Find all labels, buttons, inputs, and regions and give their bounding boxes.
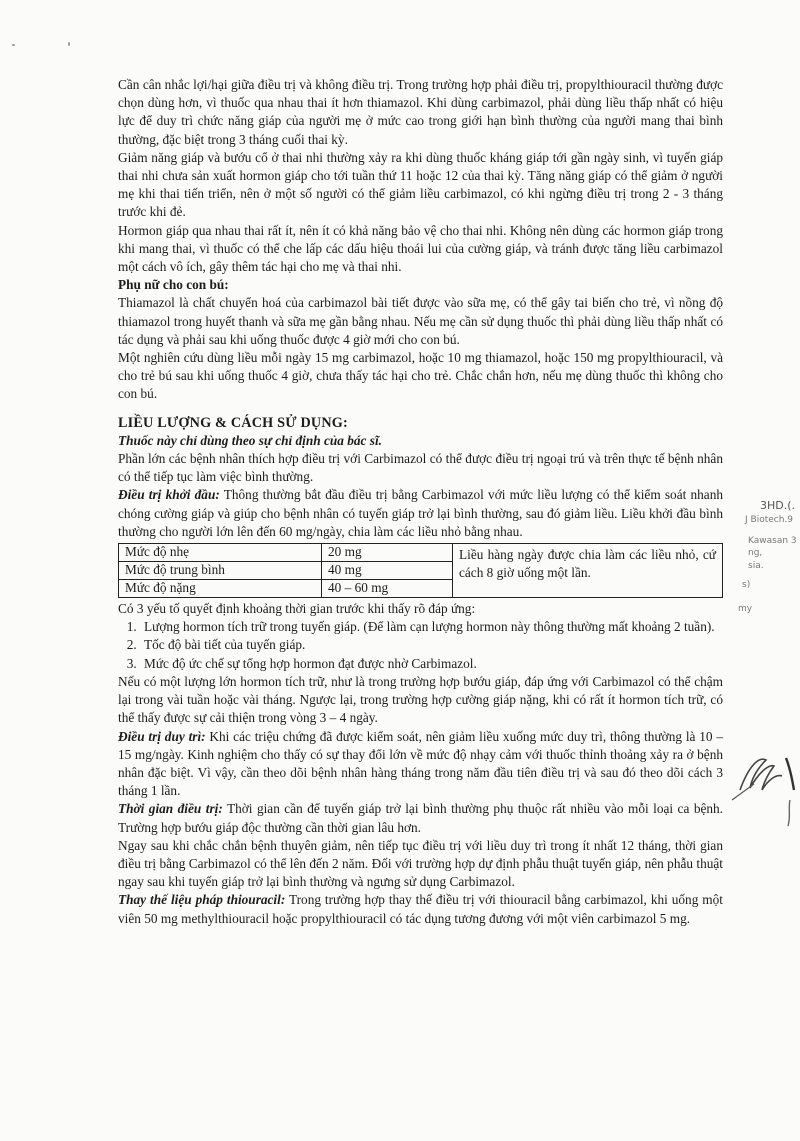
breastfeeding-paragraph-2: Một nghiên cứu dùng liều mỗi ngày 15 mg carbimazol, hoặc 10 mg thiamazol, hoặc 150 mg propylthiouracil, và cho trẻ bú sau khi uống thuốc 4 giờ, chưa thấy tác hại cho trẻ. Chắc chắn hơn, nếu mẹ dùng thuốc thì không cho con bú. bbox=[118, 350, 723, 402]
dosage-subheading: Thuốc này chỉ dùng theo sự chỉ định của bác sĩ. bbox=[118, 432, 382, 448]
dose-cell: 40 – 60 mg bbox=[322, 580, 453, 598]
replacement-label: Thay thế liệu pháp thiouracil: bbox=[118, 892, 286, 908]
scan-speck bbox=[12, 44, 15, 46]
severity-cell: Mức độ trung bình bbox=[119, 562, 322, 580]
factors-list bbox=[118, 618, 723, 673]
initial-treatment-paragraph bbox=[118, 486, 723, 541]
paragraph-pregnancy-1: Cần cân nhắc lợi/hại giữa điều trị và không điều trị. Trong trường hợp phải điều trị, propylthiouracil thường được chọn dùng hơn, vì thuốc qua nhau thai ít hơn thiamazol. Khi dùng carbimazol, phải dùng liều thấp nhất có hiệu lực để duy trì chức năng giáp của người mẹ ở mức cao trong giới hạn bình thường của người mang thai bình thường, đặc biệt trong 3 tháng cuối thai kỳ. bbox=[118, 77, 723, 147]
replacement-paragraph bbox=[118, 891, 723, 927]
table-note: Liều hàng ngày được chia làm các liều nhỏ, cứ cách 8 giờ uống một lần. bbox=[453, 544, 723, 598]
margin-fragment: sia. bbox=[748, 561, 764, 571]
margin-fragment: my bbox=[738, 604, 753, 614]
factors-intro: Có 3 yếu tố quyết định khoảng thời gian trước khi thấy rõ đáp ứng: bbox=[118, 601, 476, 617]
maintenance-label: Điều trị duy trì: bbox=[118, 728, 206, 744]
margin-fragment: J Biotech.9 bbox=[745, 515, 794, 525]
dosage-heading: LIỀU LƯỢNG & CÁCH SỬ DỤNG: bbox=[118, 414, 348, 431]
breastfeeding-heading: Phụ nữ cho con bú: bbox=[118, 277, 229, 293]
paragraph-pregnancy-2: Giảm năng giáp và bướu cổ ở thai nhi thường xảy ra khi dùng thuốc kháng giáp tới gần ngày sinh, vì tuyến giáp thai nhi chưa sản xuất hormon giáp cho tới tuần thứ 11 hoặc 12 của thai kỳ. Tăng năng giáp có thể giảm ở người mẹ khi thai tiến triển, nên ở một số người có thể giảm liều carbimazol, có khi ngừng điều trị trong 2 - 3 tháng trước khi đẻ. bbox=[118, 149, 723, 220]
scan-speck bbox=[68, 42, 70, 46]
duration-text: Thời gian cần để tuyến giáp trở lại bình thường phụ thuộc rất nhiều vào mỗi loại ca bệnh. Trường hợp bướu giáp độc thường cần thời gian lâu hơn. bbox=[118, 801, 723, 835]
severity-cell: Mức độ nặng bbox=[119, 580, 322, 598]
initial-treatment-label: Điều trị khởi đầu: bbox=[118, 487, 220, 503]
list-item: 2. Tốc độ bài tiết của tuyến giáp. bbox=[140, 636, 723, 654]
margin-fragment: Kawasan 3 bbox=[748, 536, 797, 546]
margin-fragment: ng, bbox=[748, 548, 763, 558]
factors-after: Nếu có một lượng lớn hormon tích trữ, như là trong trường hợp bướu giáp, đáp ứng với Carbimazol có thể chậm lại trong vài tuần hoặc vài tháng. Ngược lại, trong trường hợp cường giáp nặng, khi có rất ít hormon tích trữ, có thể thấy được sự cải thiện trong vòng 3 – 4 ngày. bbox=[118, 673, 723, 726]
dose-cell: 40 mg bbox=[322, 562, 453, 580]
dose-cell: 20 mg bbox=[322, 544, 453, 562]
breastfeeding-paragraph-1: Thiamazol là chất chuyển hoá của carbimazol bài tiết được vào sữa mẹ, có thể gây tai biến cho trẻ, vì nồng độ thiamazol trong huyết thanh và sữa mẹ gần bằng nhau. Nếu mẹ cần sử dụng thuốc thì phải dùng liều thấp nhất có tác dụng và phải sau khi uống thuốc được 4 giờ mới cho con bú. bbox=[118, 295, 723, 347]
margin-fragment: s) bbox=[742, 580, 751, 590]
list-item: 1. Lượng hormon tích trữ trong tuyến giáp. (Để làm cạn lượng hormon này thông thường mất khoảng 2 tuần). bbox=[140, 618, 723, 636]
initial-treatment-text: Thông thường bắt đầu điều trị bằng Carbimazol với mức liều lượng có thể kiểm soát nhanh chóng cường giáp và giúp cho bệnh nhân có tuyến giáp trở lại bình thường, sau đó giảm liều. Liều khởi đầu bình thường cho người lớn lên đến 60 mg/ngày, chia làm các liều nhỏ bằng nhau. bbox=[118, 487, 724, 539]
duration-paragraph bbox=[118, 800, 723, 836]
dosage-intro: Phần lớn các bệnh nhân thích hợp điều trị với Carbimazol có thể được điều trị ngoại trú và trên thực tế bệnh nhân có thể tiếp tục làm việc bình thường. bbox=[118, 451, 723, 485]
document-body bbox=[118, 76, 723, 928]
after-remission-paragraph: Ngay sau khi chắc chắn bệnh thuyên giảm, nên tiếp tục điều trị với liều duy trì trong ít nhất 12 tháng, thời gian điều trị bằng Carbimazol có thể lên đến 2 năm. Đối với trường hợp dự định phẫu thuật tuyến giáp, nên phẫu thuật ngay sau khi tuyến giáp trở lại bình thường và ngưng sử dụng Carbimazol. bbox=[118, 837, 723, 890]
paragraph-pregnancy-3: Hormon giáp qua nhau thai rất ít, nên ít có khả năng bảo vệ cho thai nhi. Không nên dùng các hormon giáp trong khi mang thai, vì thuốc có thể che lấp các dấu hiệu thoái lui của cường giáp, và tránh được tăng liều carbimazol một cách vô ích, gây thêm tác hại cho mẹ và thai nhi. bbox=[118, 222, 723, 275]
replacement-text: Trong trường hợp thay thế điều trị với thiouracil bằng carbimazol, khi uống một viên 50 mg methylthiouracil hoặc propylthiouracil có tác dụng tương đương với một viên carbimazol 5 mg. bbox=[118, 892, 723, 926]
margin-fragment: 3HD.(. bbox=[760, 499, 796, 512]
list-item: 3. Mức độ ức chế sự tổng hợp hormon đạt được nhờ Carbimazol. bbox=[140, 655, 723, 673]
maintenance-paragraph bbox=[118, 728, 723, 801]
dosage-table bbox=[118, 543, 723, 598]
maintenance-text: Khi các triệu chứng đã được kiểm soát, nên giảm liều xuống mức duy trì, thông thường là 10 – 15 mg/ngày. Kinh nghiệm cho thấy có sự thay đổi lớn về mức độ nhạy cảm với thuốc thỉnh thoảng xảy ra ở bệnh nhân đặc biệt. Vì vậy, cần theo dõi bệnh nhân hàng tháng trong năm đầu tiên điều trị và sau đó theo dõi cách 3 tháng 1 lần. bbox=[118, 728, 724, 799]
duration-label: Thời gian điều trị: bbox=[118, 801, 223, 817]
signature-mark bbox=[728, 738, 798, 848]
severity-cell: Mức độ nhẹ bbox=[119, 544, 322, 562]
table-row bbox=[119, 544, 723, 562]
